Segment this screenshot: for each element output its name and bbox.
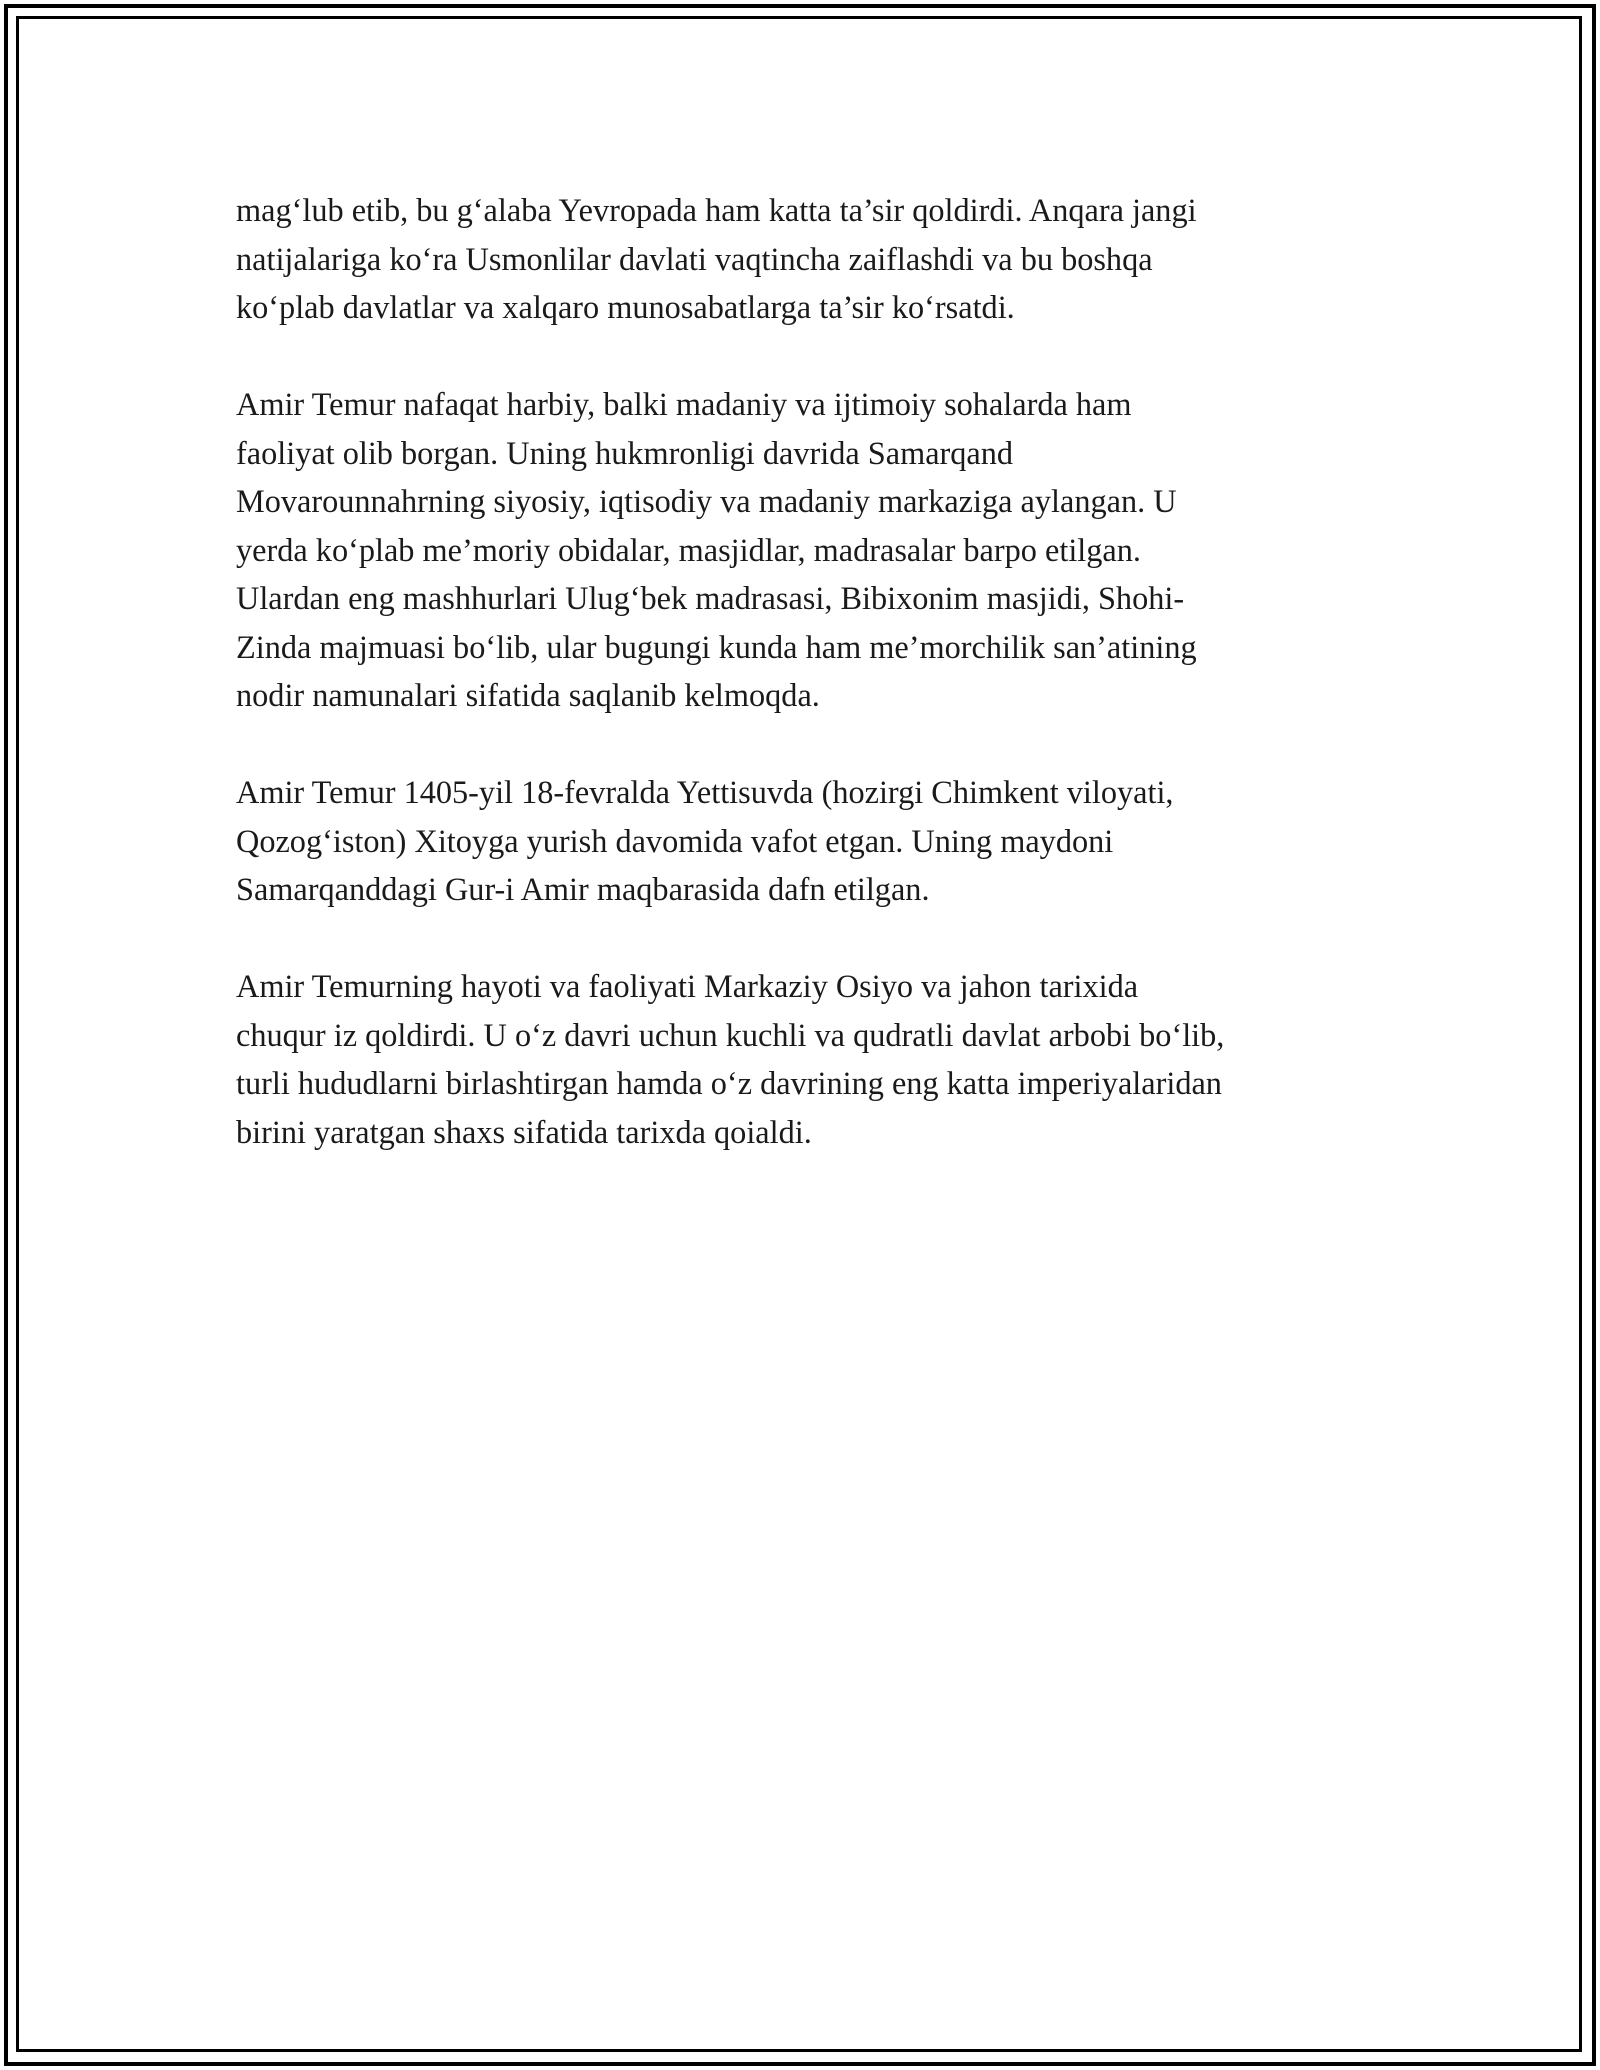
paragraph: Amir Temurning hayoti va faoliyati Markaziy Osiyo va jahon tarixida chuqur iz qoldirdi. U o‘z davri uchun kuchli va qudratli davlat arbobi bo‘lib, turli hududlarni birlashtirgan hamda o‘z davrining eng katta imperiyalaridan birini yaratgan shaxs sifatida tarixda qoialdi. (236, 968, 1225, 1150)
paragraph: Amir Temur nafaqat harbiy, balki madaniy va ijtimoiy sohalarda ham faoliyat olib borgan. Uning hukmronligi davrida Samarqand Movarounnahrning siyosiy, iqtisodiy va madaniy markaziga aylangan. U yerda ko‘plab me’moriy obidalar, masjidlar, madrasalar barpo etilgan. Ulardan eng mashhurlari Ulug‘bek madrasasi, Bibixonim masjidi, Shohi- Zinda majmuasi bo‘lib, ular bugungi kunda ham me’morchilik san’atining nodir namunalari sifatida saqlanib kelmoqda. (236, 386, 1197, 713)
paragraph: Amir Temur 1405-yil 18-fevralda Yettisuvda (hozirgi Chimkent viloyati, Qozog‘iston) Xitoyga yurish davomida vafot etgan. Uning maydoni Samarqanddagi Gur-i Amir maqbarasida dafn etilgan. (236, 774, 1174, 907)
paragraph: mag‘lub etib, bu g‘alaba Yevropada ham katta ta’sir qoldirdi. Anqara jangi natijalariga ko‘ra Usmonlilar davlati vaqtincha zaiflashdi va bu boshqa ko‘plab davlatlar va xalqaro munosabatlarga ta’sir ko‘rsatdi. (236, 192, 1197, 325)
document-body (236, 186, 1376, 1205)
